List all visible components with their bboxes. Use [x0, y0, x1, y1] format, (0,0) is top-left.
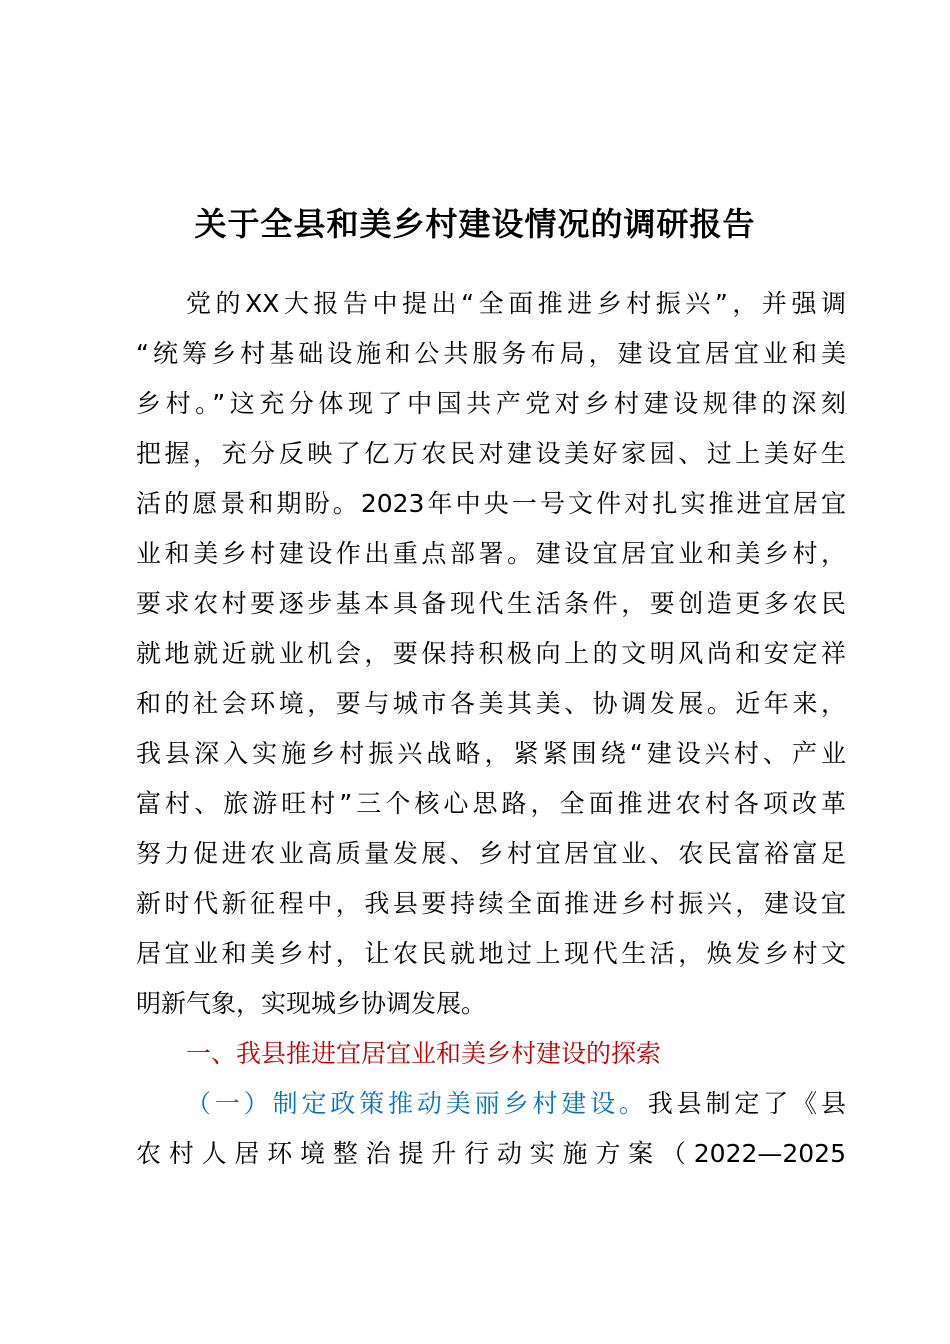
- paragraph-line: “统筹乡村基础设施和公共服务布局，建设宜居宜业和美: [136, 339, 846, 368]
- document-title: 关于全县和美乡村建设情况的调研报告: [194, 205, 756, 243]
- paragraph-line: 我县深入实施乡村振兴战略，紧紧围绕“建设兴村、产业: [136, 739, 846, 768]
- subsection-text: 我县制定了《县: [647, 1089, 846, 1118]
- paragraph-line: 要求农村要逐步基本具备现代生活条件，要创造更多农民: [136, 589, 846, 618]
- paragraph-line: 乡村。”这充分体现了中国共产党对乡村建设规律的深刻: [136, 389, 846, 418]
- paragraph-line: 新时代新征程中，我县要持续全面推进乡村振兴，建设宜: [136, 889, 846, 918]
- paragraph-line: 党的XX大报告中提出“全面推进乡村振兴”，并强调: [186, 289, 846, 318]
- paragraph-line: 农村人居环境整治提升行动实施方案（2022—2025: [136, 1139, 846, 1168]
- section-heading: 一、我县推进宜居宜业和美乡村建设的探索: [186, 1039, 662, 1068]
- paragraph-line: 把握，充分反映了亿万农民对建设美好家园、过上美好生: [136, 439, 846, 468]
- paragraph-line: 富村、旅游旺村”三个核心思路，全面推进农村各项改革: [136, 789, 846, 818]
- subsection-heading: （一）制定政策推动美丽乡村建设。: [186, 1089, 648, 1118]
- document-body: [136, 279, 846, 1179]
- paragraph-line: 努力促进农业高质量发展、乡村宜居宜业、农民富裕富足: [136, 839, 846, 868]
- paragraph-line: 居宜业和美乡村，让农民就地过上现代生活，焕发乡村文: [136, 939, 846, 968]
- subsection-line: [136, 1079, 846, 1129]
- paragraph-line: 和的社会环境，要与城市各美其美、协调发展。近年来，: [136, 689, 846, 718]
- paragraph-line: 明新气象，实现城乡协调发展。: [136, 989, 487, 1018]
- paragraph-line: 业和美乡村建设作出重点部署。建设宜居宜业和美乡村，: [136, 539, 846, 568]
- paragraph-line: 就地就近就业机会，要保持积极向上的文明风尚和安定祥: [136, 639, 846, 668]
- paragraph-line: 活的愿景和期盼。2023年中央一号文件对扎实推进宜居宜: [136, 489, 846, 518]
